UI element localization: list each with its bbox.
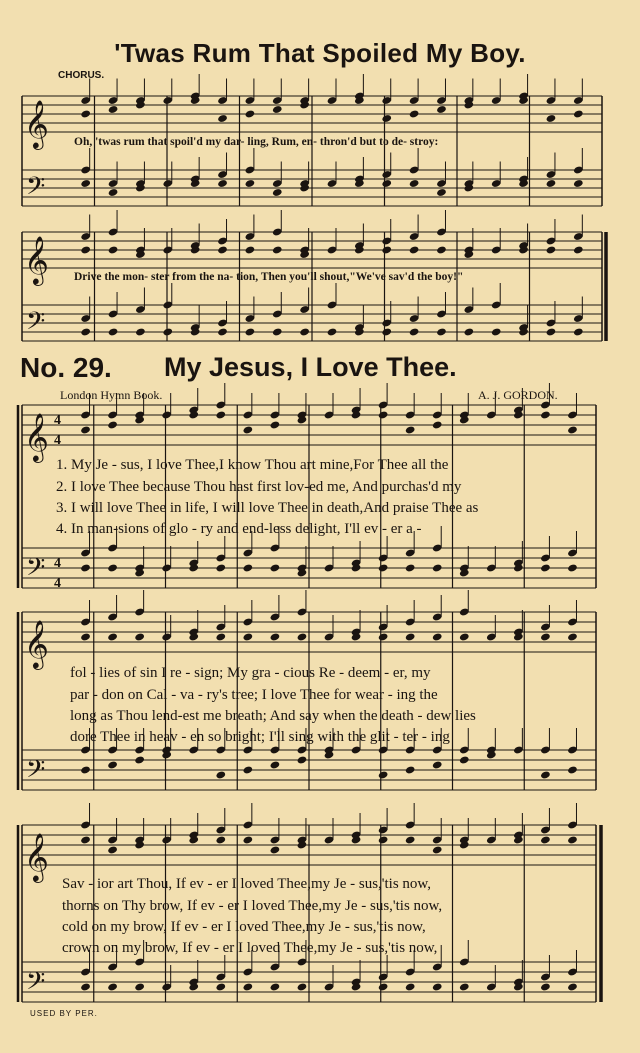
note-head bbox=[546, 179, 557, 188]
chorus-lyric-line: Drive the mon- ster from the na- tion, Then you'll shout,"We've sav'd the boy!" bbox=[74, 271, 464, 283]
note-head bbox=[540, 563, 551, 572]
note-head bbox=[270, 563, 281, 572]
note-head bbox=[432, 632, 443, 641]
treble-clef: 𝄞 bbox=[24, 235, 49, 284]
note-head bbox=[135, 327, 146, 336]
note-head bbox=[80, 179, 91, 188]
verse-line: crown on my brow, If ev - er I loved Thee,my Je - sus,'tis now, bbox=[62, 940, 438, 956]
chorus-label: CHORUS. bbox=[58, 70, 105, 81]
note-head bbox=[540, 770, 551, 779]
note-head bbox=[378, 632, 389, 641]
note-head bbox=[378, 410, 389, 419]
note-head bbox=[80, 765, 91, 774]
note-head bbox=[243, 835, 254, 844]
note-head bbox=[80, 835, 91, 844]
note-head bbox=[80, 563, 91, 572]
note-head bbox=[108, 105, 119, 114]
bass-clef: 𝄢 bbox=[26, 553, 46, 588]
note-head bbox=[540, 410, 551, 419]
bass-clef: 𝄢 bbox=[26, 307, 46, 342]
note-head bbox=[378, 563, 389, 572]
note-head bbox=[80, 109, 91, 118]
verse-line: Sav - ior art Thou, If ev - er I loved Thee,my Je - sus,'tis now, bbox=[62, 876, 432, 892]
note-head bbox=[270, 760, 281, 769]
note-head bbox=[378, 770, 389, 779]
verse-line: 4. In man-sions of glo - ry and end-less delight, I'll ev - er a - bbox=[56, 521, 422, 537]
note-head bbox=[272, 105, 283, 114]
note-head bbox=[217, 245, 228, 254]
note-head bbox=[134, 632, 145, 641]
note-head bbox=[107, 982, 118, 991]
note-head bbox=[459, 755, 470, 764]
note-head bbox=[378, 835, 389, 844]
note-head bbox=[272, 327, 283, 336]
bass-clef: 𝄢 bbox=[26, 172, 46, 207]
note-head bbox=[162, 327, 173, 336]
note-head bbox=[567, 765, 578, 774]
note-head bbox=[243, 982, 254, 991]
note-head bbox=[405, 563, 416, 572]
note-head bbox=[272, 245, 283, 254]
note-head bbox=[217, 327, 228, 336]
note-head bbox=[546, 327, 557, 336]
note-head bbox=[243, 563, 254, 572]
note-head bbox=[245, 109, 256, 118]
note-head bbox=[327, 327, 338, 336]
note-head bbox=[378, 982, 389, 991]
note-head bbox=[270, 845, 281, 854]
note-head bbox=[567, 563, 578, 572]
note-head bbox=[215, 632, 226, 641]
note-head bbox=[107, 760, 118, 769]
note-head bbox=[80, 425, 91, 434]
note-head bbox=[107, 845, 118, 854]
note-head bbox=[459, 632, 470, 641]
note-head bbox=[573, 245, 584, 254]
hymn-number: No. 29. bbox=[20, 352, 112, 383]
note-head bbox=[567, 632, 578, 641]
note-head bbox=[567, 425, 578, 434]
treble-clef: 𝄞 bbox=[24, 619, 49, 668]
note-head bbox=[381, 245, 392, 254]
note-head bbox=[245, 327, 256, 336]
note-head bbox=[546, 114, 557, 123]
note-head bbox=[381, 114, 392, 123]
verse-line: 1. My Je - sus, I love Thee,I know Thou art mine,For Thee all the bbox=[56, 457, 449, 473]
note-head bbox=[108, 188, 119, 197]
verse-line: 2. I love Thee because Thou hast first lov-ed me, And purchas'd my bbox=[56, 479, 462, 495]
note-head bbox=[243, 632, 254, 641]
note-head bbox=[409, 327, 420, 336]
verse-line: par - don on Cal - va - ry's tree; I love Thee for wear - ing the bbox=[70, 687, 438, 703]
song-title: 'Twas Rum That Spoiled My Boy. bbox=[114, 38, 526, 68]
note-head bbox=[432, 563, 443, 572]
note-head bbox=[270, 982, 281, 991]
time-signature: 4 bbox=[54, 433, 61, 448]
note-head bbox=[436, 188, 447, 197]
note-head bbox=[409, 109, 420, 118]
verse-line: long as Thou lend-est me breath; And say when the death - dew lies bbox=[70, 708, 476, 724]
note-head bbox=[215, 563, 226, 572]
note-head bbox=[215, 982, 226, 991]
note-head bbox=[409, 179, 420, 188]
note-head bbox=[108, 245, 119, 254]
note-head bbox=[215, 410, 226, 419]
bass-clef: 𝄢 bbox=[26, 755, 46, 790]
note-head bbox=[107, 563, 118, 572]
note-head bbox=[567, 835, 578, 844]
note-head bbox=[436, 105, 447, 114]
chorus-lyric-line: Oh, 'twas rum that spoil'd my dar- ling, Rum, en- thron'd but to de- stroy: bbox=[74, 136, 439, 148]
note-head bbox=[243, 425, 254, 434]
note-head bbox=[108, 327, 119, 336]
verse-line: thorns on Thy brow, If ev - er I loved Thee,my Je - sus,'tis now, bbox=[62, 898, 443, 914]
note-head bbox=[567, 982, 578, 991]
note-head bbox=[459, 982, 470, 991]
hymn-composer: A. J. GORDON. bbox=[478, 388, 558, 402]
note-head bbox=[134, 755, 145, 764]
verse-line: cold on my brow, If ev - er I loved Thee,my Je - sus,'tis now, bbox=[62, 919, 426, 935]
footer-credit: USED BY PER. bbox=[30, 1009, 98, 1018]
treble-clef: 𝄞 bbox=[24, 99, 49, 148]
note-head bbox=[491, 327, 502, 336]
bass-clef: 𝄢 bbox=[26, 967, 46, 1002]
note-head bbox=[405, 632, 416, 641]
note-head bbox=[436, 245, 447, 254]
note-head bbox=[573, 327, 584, 336]
note-head bbox=[381, 327, 392, 336]
note-head bbox=[80, 327, 91, 336]
note-head bbox=[215, 770, 226, 779]
note-head bbox=[299, 327, 310, 336]
note-head bbox=[245, 245, 256, 254]
note-head bbox=[107, 632, 118, 641]
time-signature: 4 bbox=[54, 413, 61, 428]
note-head bbox=[405, 425, 416, 434]
note-head bbox=[405, 765, 416, 774]
note-head bbox=[272, 188, 283, 197]
verse-line: 3. I will love Thee in life, I will love Thee in death,And praise Thee as bbox=[56, 500, 479, 516]
note-head bbox=[270, 632, 281, 641]
hymn-title: My Jesus, I Love Thee. bbox=[164, 352, 457, 382]
note-head bbox=[540, 982, 551, 991]
note-head bbox=[432, 760, 443, 769]
note-head bbox=[217, 179, 228, 188]
note-head bbox=[464, 327, 475, 336]
note-head bbox=[297, 632, 308, 641]
treble-clef: 𝄞 bbox=[24, 832, 49, 881]
note-head bbox=[573, 179, 584, 188]
note-head bbox=[432, 845, 443, 854]
note-head bbox=[381, 179, 392, 188]
note-head bbox=[540, 632, 551, 641]
note-head bbox=[405, 835, 416, 844]
note-head bbox=[546, 245, 557, 254]
note-head bbox=[409, 245, 420, 254]
note-head bbox=[245, 179, 256, 188]
note-head bbox=[80, 982, 91, 991]
note-head bbox=[80, 245, 91, 254]
note-head bbox=[573, 109, 584, 118]
note-head bbox=[540, 835, 551, 844]
treble-clef: 𝄞 bbox=[24, 412, 49, 461]
verse-line: fol - lies of sin I re - sign; My gra - cious Re - deem - er, my bbox=[70, 665, 431, 681]
note-head bbox=[217, 114, 228, 123]
note-head bbox=[405, 982, 416, 991]
note-head bbox=[436, 327, 447, 336]
time-signature: 4 bbox=[54, 576, 61, 591]
note-head bbox=[297, 755, 308, 764]
note-head bbox=[432, 420, 443, 429]
note-head bbox=[432, 982, 443, 991]
verse-line: dore Thee in heav - en so bright; I'll sing with the glit - ter - ing bbox=[70, 729, 450, 745]
time-signature: 4 bbox=[54, 556, 61, 571]
hymn-source: London Hymn Book. bbox=[60, 388, 163, 402]
note-head bbox=[243, 765, 254, 774]
note-head bbox=[297, 982, 308, 991]
note-head bbox=[215, 835, 226, 844]
note-head bbox=[80, 632, 91, 641]
note-head bbox=[134, 982, 145, 991]
note-head bbox=[107, 420, 118, 429]
note-head bbox=[270, 420, 281, 429]
